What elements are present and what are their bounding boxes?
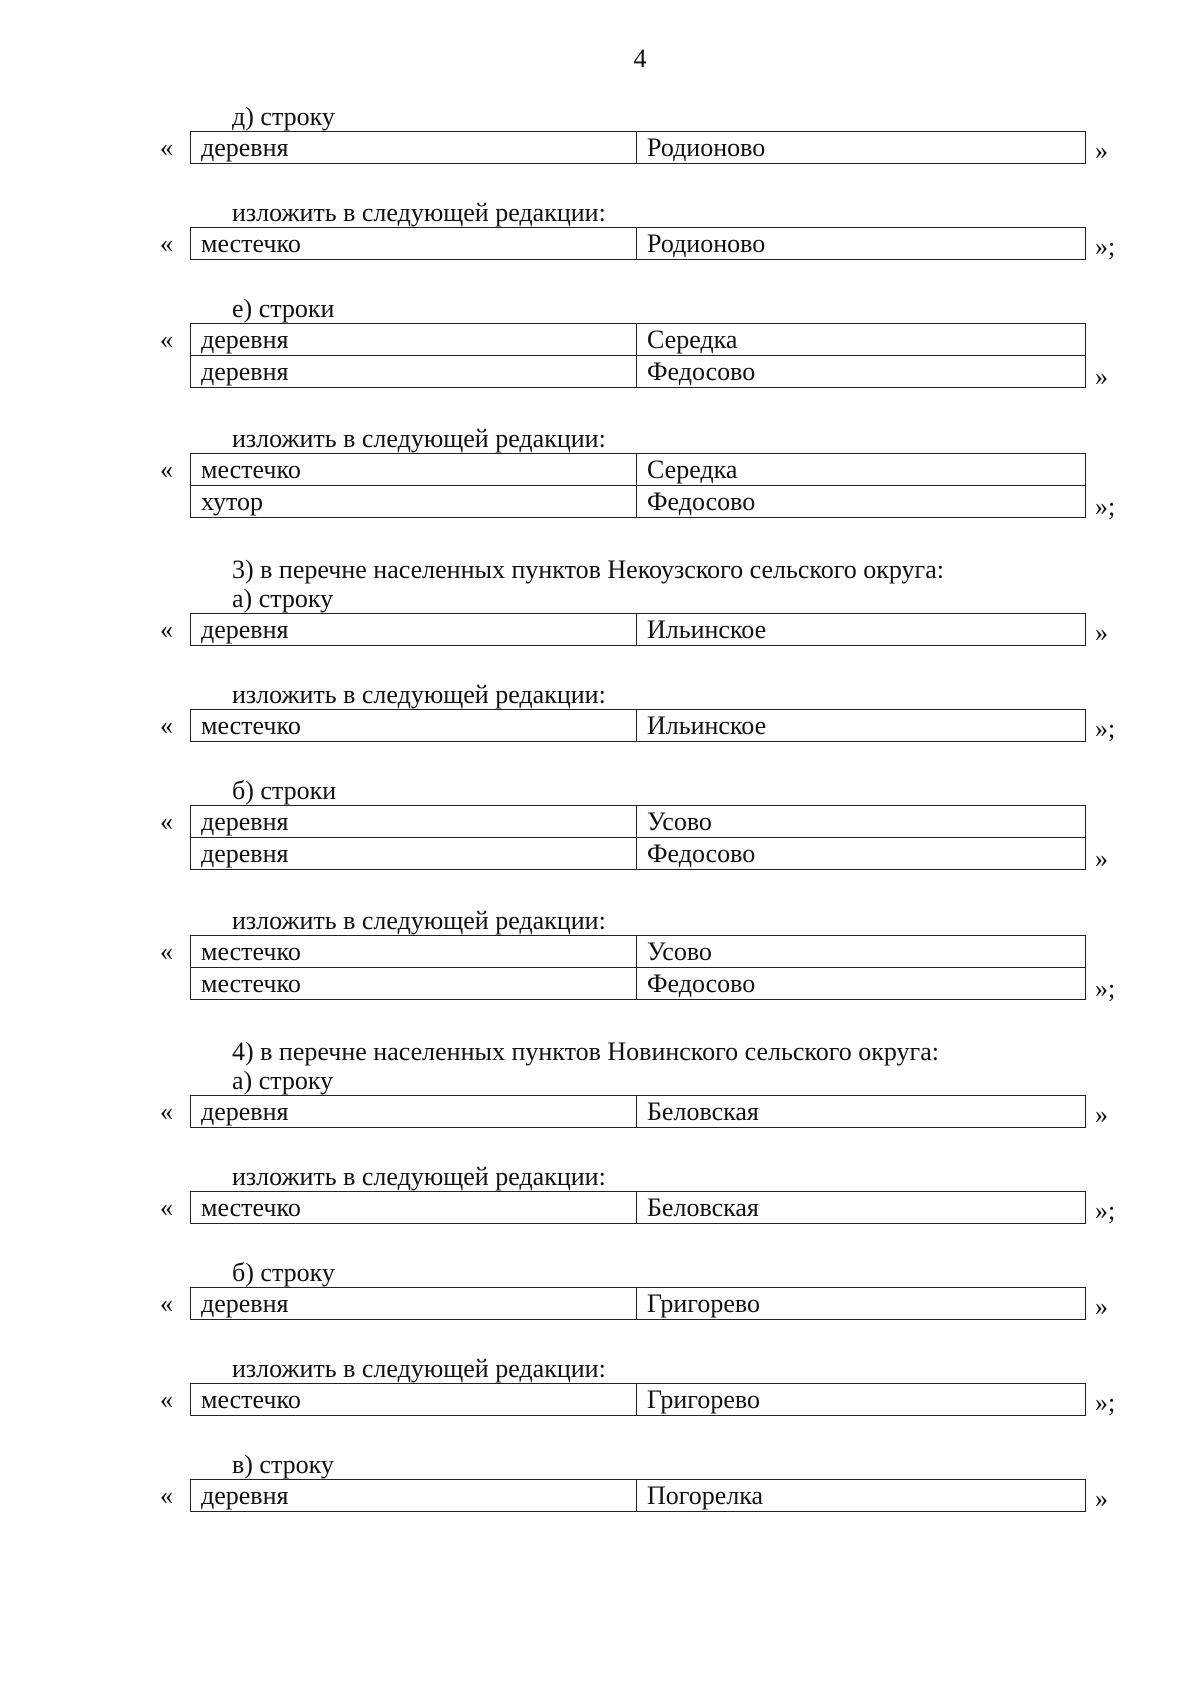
settlement-name-cell: Середка xyxy=(637,454,1086,486)
close-quote: » xyxy=(1095,136,1108,165)
table-row xyxy=(191,228,1086,260)
settlement-type-cell: деревня xyxy=(191,1288,637,1320)
settlement-type-cell: местечко xyxy=(191,968,637,1000)
replacement-block xyxy=(0,1095,1200,1129)
new-version-label: изложить в следующей редакции: xyxy=(232,680,606,709)
settlement-name-cell: Родионово xyxy=(637,228,1086,260)
replacement-table xyxy=(190,935,1086,1000)
settlement-type-cell: деревня xyxy=(191,614,637,646)
settlement-name-cell: Беловская xyxy=(637,1096,1086,1128)
settlement-name-cell: Родионово xyxy=(637,132,1086,164)
settlement-name-cell: Беловская xyxy=(637,1192,1086,1224)
replacement-block xyxy=(0,227,1200,261)
replacement-block xyxy=(0,709,1200,743)
table-row xyxy=(191,1480,1086,1512)
settlement-type-cell: местечко xyxy=(191,454,637,486)
settlement-name-cell: Федосово xyxy=(637,968,1086,1000)
settlement-name-cell: Середка xyxy=(637,324,1086,356)
settlement-type-cell: местечко xyxy=(191,1384,637,1416)
table-row xyxy=(191,454,1086,486)
open-quote: « xyxy=(160,1385,173,1414)
replacement-block xyxy=(0,453,1200,521)
table-row xyxy=(191,1192,1086,1224)
table-row xyxy=(191,1096,1086,1128)
close-quote: » xyxy=(1095,618,1108,647)
open-quote: « xyxy=(160,1289,173,1318)
table-row xyxy=(191,486,1086,518)
replacement-block xyxy=(0,1287,1200,1321)
replacement-table xyxy=(190,1383,1086,1416)
table-row xyxy=(191,838,1086,870)
settlement-name-cell: Ильинское xyxy=(637,710,1086,742)
table-row xyxy=(191,936,1086,968)
settlement-type-cell: деревня xyxy=(191,324,637,356)
settlement-type-cell: местечко xyxy=(191,710,637,742)
new-version-label: изложить в следующей редакции: xyxy=(232,424,606,453)
replacement-block xyxy=(0,323,1200,391)
replacement-table xyxy=(190,453,1086,518)
table-row xyxy=(191,806,1086,838)
table-row xyxy=(191,324,1086,356)
replacement-table xyxy=(190,227,1086,260)
open-quote: « xyxy=(160,325,173,354)
open-quote: « xyxy=(160,133,173,162)
replacement-block xyxy=(0,131,1200,165)
settlement-type-cell: деревня xyxy=(191,806,637,838)
item-label: а) строку xyxy=(232,584,334,613)
item-label: е) строки xyxy=(232,294,335,323)
close-quote: »; xyxy=(1095,714,1116,743)
close-quote: » xyxy=(1095,844,1108,873)
settlement-type-cell: деревня xyxy=(191,1480,637,1512)
replacement-table xyxy=(190,1191,1086,1224)
open-quote: « xyxy=(160,937,173,966)
settlement-type-cell: местечко xyxy=(191,936,637,968)
settlement-type-cell: деревня xyxy=(191,838,637,870)
table-row xyxy=(191,614,1086,646)
settlement-name-cell: Григорево xyxy=(637,1384,1086,1416)
new-version-label: изложить в следующей редакции: xyxy=(232,198,606,227)
close-quote: »; xyxy=(1095,492,1116,521)
replacement-block xyxy=(0,1479,1200,1513)
settlement-name-cell: Ильинское xyxy=(637,614,1086,646)
settlement-name-cell: Усово xyxy=(637,806,1086,838)
replacement-table xyxy=(190,1287,1086,1320)
open-quote: « xyxy=(160,711,173,740)
replacement-table xyxy=(190,1479,1086,1512)
item-label: д) строку xyxy=(232,102,335,131)
open-quote: « xyxy=(160,615,173,644)
settlement-type-cell: деревня xyxy=(191,132,637,164)
settlement-type-cell: местечко xyxy=(191,1192,637,1224)
open-quote: « xyxy=(160,1097,173,1126)
table-row xyxy=(191,710,1086,742)
open-quote: « xyxy=(160,229,173,258)
document-body xyxy=(0,103,1200,1547)
table-row xyxy=(191,1288,1086,1320)
close-quote: » xyxy=(1095,1100,1108,1129)
settlement-type-cell: местечко xyxy=(191,228,637,260)
replacement-table xyxy=(190,1095,1086,1128)
replacement-block xyxy=(0,613,1200,647)
new-version-label: изложить в следующей редакции: xyxy=(232,1354,606,1383)
replacement-table xyxy=(190,131,1086,164)
replacement-table xyxy=(190,709,1086,742)
section-heading: 3) в перечне населенных пунктов Некоузского сельского округа: xyxy=(232,555,944,584)
settlement-type-cell: хутор xyxy=(191,486,637,518)
close-quote: »; xyxy=(1095,232,1116,261)
item-label: а) строку xyxy=(232,1066,334,1095)
open-quote: « xyxy=(160,807,173,836)
settlement-type-cell: деревня xyxy=(191,356,637,388)
settlement-type-cell: деревня xyxy=(191,1096,637,1128)
item-label: в) строку xyxy=(232,1450,334,1479)
table-row xyxy=(191,356,1086,388)
page-number: 4 xyxy=(633,44,647,73)
section-heading: 4) в перечне населенных пунктов Новинского сельского округа: xyxy=(232,1037,939,1066)
close-quote: »; xyxy=(1095,1388,1116,1417)
table-row xyxy=(191,968,1086,1000)
new-version-label: изложить в следующей редакции: xyxy=(232,906,606,935)
open-quote: « xyxy=(160,1481,173,1510)
close-quote: » xyxy=(1095,1484,1108,1513)
new-version-label: изложить в следующей редакции: xyxy=(232,1162,606,1191)
table-row xyxy=(191,132,1086,164)
open-quote: « xyxy=(160,455,173,484)
replacement-block xyxy=(0,1191,1200,1225)
table-row xyxy=(191,1384,1086,1416)
settlement-name-cell: Федосово xyxy=(637,356,1086,388)
replacement-block xyxy=(0,1383,1200,1417)
close-quote: » xyxy=(1095,1292,1108,1321)
replacement-table xyxy=(190,613,1086,646)
close-quote: »; xyxy=(1095,974,1116,1003)
settlement-name-cell: Григорево xyxy=(637,1288,1086,1320)
replacement-table xyxy=(190,805,1086,870)
replacement-block xyxy=(0,935,1200,1003)
item-label: б) строку xyxy=(232,1258,335,1287)
settlement-name-cell: Погорелка xyxy=(637,1480,1086,1512)
close-quote: »; xyxy=(1095,1196,1116,1225)
replacement-table xyxy=(190,323,1086,388)
settlement-name-cell: Федосово xyxy=(637,486,1086,518)
settlement-name-cell: Усово xyxy=(637,936,1086,968)
item-label: б) строки xyxy=(232,776,337,805)
open-quote: « xyxy=(160,1193,173,1222)
settlement-name-cell: Федосово xyxy=(637,838,1086,870)
close-quote: » xyxy=(1095,362,1108,391)
replacement-block xyxy=(0,805,1200,873)
